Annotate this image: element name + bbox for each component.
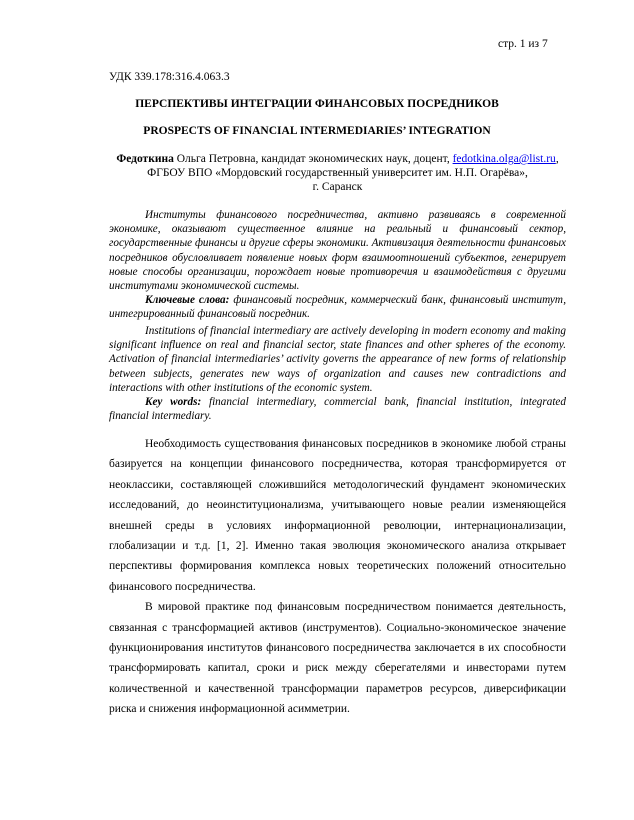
- page-number: стр. 1 из 7: [498, 38, 548, 50]
- author-email-link[interactable]: fedotkina.olga@list.ru: [452, 153, 556, 165]
- abstract-en-text: Institutions of financial intermediary are actively developing in modern economy and making significant influence on real and financial sector, state finances and other spheres of the economy. Activation of financial intermediaries’ activity governs the appearance of new forms of relationship between subjects, generates new ways of organization and causes new contradictions and interactions with other institutions of the economic system.: [109, 325, 566, 394]
- keywords-en-label: Key words:: [145, 396, 202, 409]
- body-paragraph: Необходимость существования финансовых посредников в экономике любой страны базируется на концепции финансового посредничества, которая трансформируется от неоклассики, составляющей сложившийся методологический фундамент экономических исследований, до неоинституционализма, учитывающего новые реалии изменяющейся внешней среды в условиях информационной революции, интернационализации, глобализации и т.д. [1, 2]. Именно такая эволюция экономического анализа открывает перспективы формирования комплекса новых теоретических положений относительно финансового посредничества.: [109, 438, 566, 593]
- author-affiliation: ФГБОУ ВПО «Мордовский государственный университет им. Н.П. Огарёва»,: [147, 167, 528, 179]
- author-block: [109, 152, 566, 194]
- body-text: [109, 434, 566, 720]
- keywords-ru-label: Ключевые слова:: [145, 294, 230, 307]
- keywords-en: [109, 395, 566, 423]
- author-details: Ольга Петровна, кандидат экономических наук, доцент,: [173, 153, 453, 165]
- abstract-en: [109, 324, 566, 423]
- author-city: г. Саранск: [312, 181, 363, 193]
- body-paragraph: В мировой практике под финансовым посредничеством понимается деятельность, связанная с трансформацией активов (инструментов). Социально-экономическое значение функционирования институтов финансового посредничества заключается в их способности трансформировать капитал, сроки и риск между сберегателями и инвесторами путем количественной и качественной трансформации параметров ресурсов, диверсификации риска и снижения информационной асимметрии.: [109, 601, 566, 716]
- author-surname: Федоткина: [116, 153, 174, 165]
- keywords-en-values: financial intermediary, commercial bank, financial institution, integrated financial intermediary.: [109, 396, 566, 423]
- abstract-ru: [109, 208, 566, 322]
- author-email-suffix: ,: [555, 153, 559, 165]
- keywords-ru-values: финансовый посредник, коммерческий банк, финансовый институт, интегрированный финансовый посредник.: [109, 294, 566, 321]
- title-ru: ПЕРСПЕКТИВЫ ИНТЕГРАЦИИ ФИНАНСОВЫХ ПОСРЕДНИКОВ: [135, 98, 499, 110]
- abstract-ru-text: Институты финансового посредничества, активно развиваясь в современной экономике, оказывают существенное влияние на реальный и финансовый сектор, государственные финансы и другие сферы экономики. Активизация деятельности финансовых посредников обусловливает появление новых форм взаимоотношений субъектов, генерирует новые способы организации, порождает новые противоречия и взаимодействия с другими институтами экономической системы.: [109, 209, 566, 293]
- udk-code: УДК 339.178:316.4.063.3: [109, 71, 230, 83]
- keywords-ru: [109, 293, 566, 321]
- author-line: [109, 152, 566, 166]
- title-en: PROSPECTS OF FINANCIAL INTERMEDIARIES’ INTEGRATION: [143, 125, 491, 137]
